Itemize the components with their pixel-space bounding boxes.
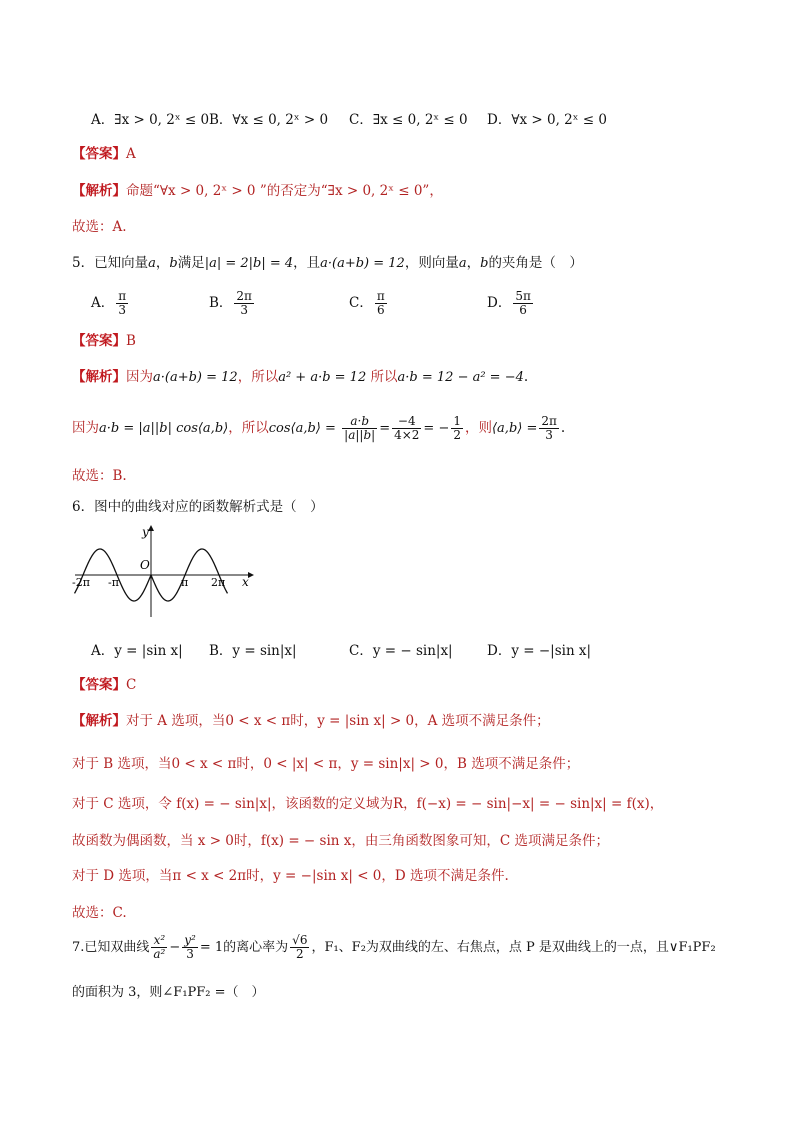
analysis-text: 命题“∀x > 0, 2ˣ > 0 ”的否定为“∃x > 0, 2ˣ ≤ 0”， [126,183,443,199]
q5-stem-part: 的夹角是（ ） [488,255,583,271]
fraction [151,934,167,961]
numerator: 5π [515,289,531,303]
q5-stem-part: 满足 [177,255,205,271]
equals: = − [423,421,450,436]
q4-option-a: A．∃x > 0, 2ˣ ≤ 0 [91,112,210,128]
fraction [342,415,377,442]
q5-stem [72,254,583,273]
q5-option-d [487,290,535,317]
fraction [290,934,309,961]
text: = 1的离心率为 [199,940,289,955]
numerator: −4 [392,415,421,429]
q5-option-c [349,290,389,317]
denominator: 6 [376,303,385,317]
numerator: a·b [342,415,377,429]
answer-label: 【答案】 [72,677,126,693]
fraction [451,415,463,442]
equals: = [379,421,391,436]
option-fraction [116,290,128,317]
analysis-label: 【解析】 [72,369,126,385]
q4-answer [72,145,136,163]
option-label: A． [91,295,115,311]
text: 所以 [370,369,398,385]
analysis-label: 【解析】 [72,183,126,199]
q6-stem: 6．图中的曲线对应的函数解析式是（ ） [72,499,324,515]
option-fraction [234,290,254,317]
q5-option-a [91,290,130,317]
comma: ， [466,255,481,271]
minus: − [169,940,181,955]
numerator: π [118,289,127,303]
tick-label: -π [108,576,119,589]
text: 因为 [126,369,153,385]
text: 因为 [72,420,99,436]
answer-label: 【答案】 [72,333,126,349]
q7-stem-line-1 [72,930,716,966]
numerator: π [376,289,385,303]
vector-a: a [458,256,467,271]
denominator: 2 [295,947,304,961]
option-label: D． [487,295,512,311]
numerator: x² [151,934,167,948]
math-expression: a·(a+b) = 12 [153,370,238,385]
y-axis-arrow [148,525,154,531]
denominator: 3 [240,303,248,317]
denominator: 2 [453,428,461,442]
text: 7.已知双曲线 [72,940,150,955]
denominator: |a||b| [344,428,376,442]
option-label: C． [349,295,373,311]
q5-conclusion: 故选：B. [72,468,127,484]
q7-stem-line-2: 的面积为 3，则∠F₁PF₂ =（ ） [72,985,265,1000]
fraction [539,415,559,442]
denominator: 6 [519,303,527,317]
option-fraction [513,290,533,317]
q4-option-b: B．∀x ≤ 0, 2ˣ > 0 [209,112,329,128]
text: ，所以 [237,369,279,385]
math-expression: ⟨a,b⟩ = [491,421,538,436]
q6-conclusion: 故选：C. [72,905,127,921]
text: ，F₁、F₂为双曲线的左、右焦点，点 P 是双曲线上的一点，且∨F₁PF₂ [311,940,716,955]
q4-analysis [72,182,443,200]
numerator: y² [184,933,196,947]
q5-stem-part: 5．已知向量 [72,255,149,271]
sine-graph [70,522,255,622]
math-expression: cos⟨a,b⟩ = [268,421,336,436]
numerator: 2π [236,289,252,303]
q5-analysis-line-2 [72,414,565,443]
period: . [560,420,566,436]
numerator: √6 [292,933,308,947]
tick-label: π [181,576,189,589]
tick-label: 2π [211,576,226,589]
text: ，所以 [228,420,269,436]
answer-value: C [126,677,137,693]
origin-label: O [140,558,150,572]
q4-conclusion: 故选：A. [72,219,127,235]
comma: ， [155,255,170,271]
q5-answer [72,332,136,350]
answer-value: B [126,333,136,349]
numerator: 1 [453,414,461,428]
q6-option-c: C．y = − sin|x| [349,643,453,659]
q5-analysis-line-1 [72,368,528,387]
x-axis-arrow [248,572,254,578]
q5-condition-1: |a| = 2|b| = 4 [204,256,294,271]
period: . [523,369,529,385]
math-expression: a·b = |a||b| cos⟨a,b⟩ [99,421,229,436]
q5-stem-part: ，则向量 [404,255,459,271]
q5-condition-2: a·(a+b) = 12 [320,256,405,271]
fraction [392,415,421,442]
numerator: 2π [541,414,557,428]
q4-option-c: C．∃x ≤ 0, 2ˣ ≤ 0 [349,112,468,128]
q6-option-d: D．y = −|sin x| [487,643,592,659]
vector-b: b [169,256,178,271]
tick-label: -2π [72,576,90,589]
vector-a: a [148,256,156,271]
denominator: a² [153,947,166,961]
q6-option-b: B．y = sin|x| [209,643,297,659]
denominator: 4×2 [394,428,420,442]
math-expression: a² + a·b = 12 [278,370,367,385]
analysis-label: 【解析】 [72,713,126,729]
x-axis-label: x [242,575,249,589]
q6-analysis-line-1 [72,712,550,730]
q6-answer [72,676,136,694]
vector-b: b [480,256,489,271]
q6-option-a: A．y = |sin x| [91,643,183,659]
q4-option-d: D．∀x > 0, 2ˣ ≤ 0 [487,112,607,128]
denominator: 3 [545,428,553,442]
q6-analysis-line-4: 故函数为偶函数，当 x > 0时，f(x) = − sin x，由三角函数图象可知，C 选项满足条件； [72,833,609,849]
text: ，则 [464,420,492,436]
q5-option-b [209,290,256,317]
q6-analysis-line-3: 对于 C 选项，令 f(x) = − sin|x|，该函数的定义域为R，f(−x) = − sin|−x| = − sin|x| = f(x)， [72,796,664,812]
option-label: B． [209,295,233,311]
denominator: 3 [118,303,127,317]
y-axis-label: y [142,525,149,539]
q6-analysis-line-2: 对于 B 选项，当0 < x < π时，0 < |x| < π，y = sin|x| > 0，B 选项不满足条件； [72,756,580,772]
answer-value: A [126,146,136,162]
math-expression: a·b = 12 − a² = −4 [397,370,524,385]
analysis-text: 对于 A 选项，当0 < x < π时，y = |sin x| > 0，A 选项不满足条件； [126,713,550,729]
fraction [182,934,198,961]
option-fraction [375,290,387,317]
q6-analysis-line-5: 对于 D 选项，当π < x < 2π时，y = −|sin x| < 0，D 选项不满足条件. [72,868,509,884]
denominator: 3 [186,947,194,961]
q5-stem-part: ，且 [293,255,321,271]
answer-label: 【答案】 [72,146,126,162]
